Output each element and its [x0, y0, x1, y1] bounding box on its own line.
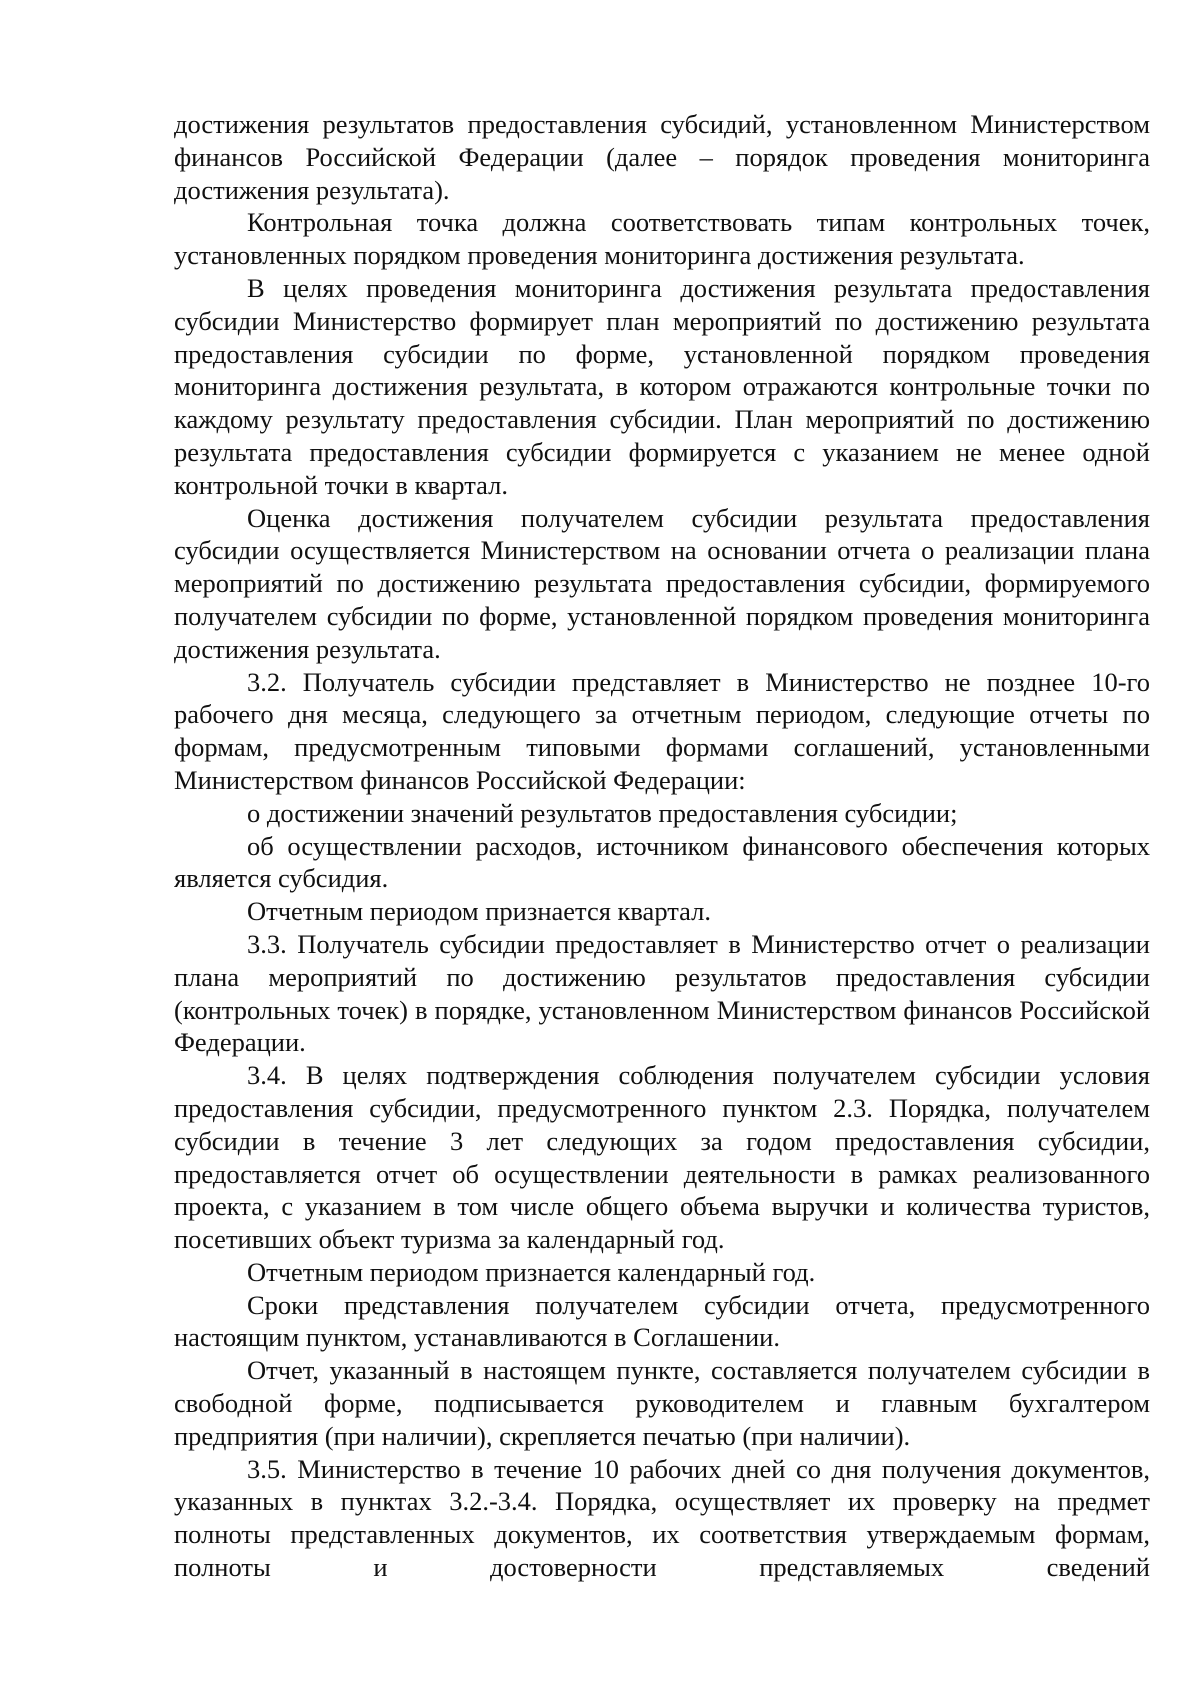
paragraph-4: Оценка достижения получателем субсидии результата предоставления субсидии осуществляется Министерством на основании отчета о реализации плана мероприятий по достижению результата предоставления субсидии, формируемого получателем субсидии по форме, установленной порядком проведения мониторинга достижения результата.	[174, 502, 1150, 664]
paragraph-14: 3.5. Министерство в течение 10 рабочих дней со дня получения документов, указанных в пунктах 3.2.-3.4. Порядка, осуществляет их проверку на предмет полноты представленных документов, их соответствия утверждаемым формам, полноты и достоверности представляемых сведений	[174, 1453, 1150, 1583]
paragraph-13: Отчет, указанный в настоящем пункте, составляется получателем субсидии в свободной форме, подписывается руководителем и главным бухгалтером предприятия (при наличии), скрепляется печатью (при наличии).	[174, 1355, 1150, 1451]
paragraph-7: об осуществлении расходов, источником финансового обеспечения которых является субсидия.	[174, 830, 1150, 894]
paragraph-9: 3.3. Получатель субсидии предоставляет в Министерство отчет о реализации плана мероприятий по достижению результатов предоставления субсидии (контрольных точек) в порядке, установленном Министерством финансов Российской Федерации.	[174, 928, 1150, 1058]
document-page	[174, 108, 1150, 1584]
paragraph-2: Контрольная точка должна соответствовать типам контрольных точек, установленных порядком проведения мониторинга достижения результата.	[174, 207, 1150, 271]
paragraph-10: 3.4. В целях подтверждения соблюдения получателем субсидии условия предоставления субсидии, предусмотренного пунктом 2.3. Порядка, получателем субсидии в течение 3 лет следующих за годом предоставления субсидии, предоставляется отчет об осуществлении деятельности в рамках реализованного проекта, с указанием в том числе общего объема выручки и количества туристов, посетивших объект туризма за календарный год.	[174, 1060, 1150, 1255]
paragraph-12: Сроки представления получателем субсидии отчета, предусмотренного настоящим пунктом, устанавливаются в Соглашении.	[174, 1289, 1150, 1353]
paragraph-5: 3.2. Получатель субсидии представляет в Министерство не позднее 10-го рабочего дня месяца, следующего за отчетным периодом, следующие отчеты по формам, предусмотренным типовыми формами соглашений, установленными Министерством финансов Российской Федерации:	[174, 666, 1150, 795]
paragraph-1: достижения результатов предоставления субсидий, установленном Министерством финансов Российской Федерации (далее – порядок проведения мониторинга достижения результата).	[174, 109, 1150, 205]
paragraph-8: Отчетным периодом признается квартал.	[247, 896, 711, 927]
paragraph-6: о достижении значений результатов предоставления субсидии;	[247, 797, 958, 828]
paragraph-3: В целях проведения мониторинга достижения результата предоставления субсидии Министерство формирует план мероприятий по достижению результата предоставления субсидии по форме, установленной порядком проведения мониторинга достижения результата, в котором отражаются контрольные точки по каждому результату предоставления субсидии. План мероприятий по достижению результата предоставления субсидии формируется с указанием не менее одной контрольной точки в квартал.	[174, 272, 1150, 500]
paragraph-11: Отчетным периодом признается календарный год.	[247, 1256, 816, 1287]
